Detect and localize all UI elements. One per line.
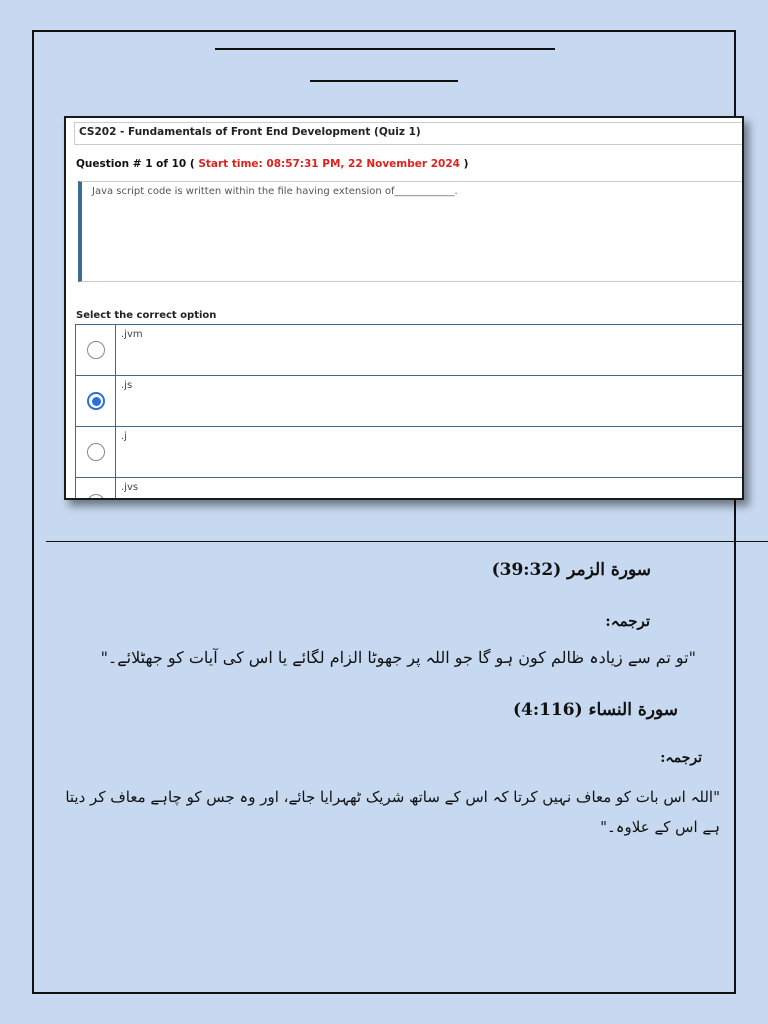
translation-label: ترجمہ: bbox=[660, 750, 702, 766]
option-row[interactable] bbox=[75, 478, 744, 500]
option-label: .jvm bbox=[121, 329, 143, 340]
option-label: .js bbox=[121, 380, 133, 391]
radio-button[interactable] bbox=[87, 443, 105, 461]
option-label: .jvs bbox=[121, 482, 139, 493]
surah-heading: سورة الزمر (39:32) bbox=[491, 560, 651, 580]
option-row[interactable] bbox=[75, 427, 744, 478]
start-time-close-paren: ) bbox=[463, 158, 469, 170]
select-option-label: Select the correct option bbox=[76, 310, 217, 321]
question-text: Java script code is written within the file having extension of____________. bbox=[78, 181, 744, 282]
question-number: Question # 1 of 10 bbox=[76, 158, 187, 170]
verse-translation: "تو تم سے زیادہ ظالم کون ہو گا جو اللہ پر جھوٹا الزام لگائے یا اس کی آیات کو جھٹلائے۔" bbox=[100, 648, 696, 667]
header-rule bbox=[215, 48, 555, 50]
section-divider bbox=[46, 541, 768, 542]
option-label: .j bbox=[121, 431, 127, 442]
start-time-open-paren: ( bbox=[189, 158, 195, 170]
translation-label: ترجمہ: bbox=[605, 612, 650, 630]
radio-button[interactable] bbox=[87, 341, 105, 359]
start-time: Start time: 08:57:31 PM, 22 November 2024 bbox=[198, 158, 460, 170]
options-table bbox=[75, 324, 744, 500]
surah-heading: سورة النساء (4:116) bbox=[512, 700, 678, 720]
option-row[interactable] bbox=[75, 325, 744, 376]
question-header bbox=[76, 158, 468, 170]
course-title: CS202 - Fundamentals of Front End Development (Quiz 1) bbox=[74, 122, 744, 145]
radio-button-selected[interactable] bbox=[87, 392, 105, 410]
option-row[interactable] bbox=[75, 376, 744, 427]
header-rule-short bbox=[310, 80, 458, 82]
radio-button[interactable] bbox=[87, 494, 105, 500]
quiz-screenshot bbox=[64, 116, 744, 500]
verse-translation: "اللہ اس بات کو معاف نہیں کرتا کہ اس کے ساتھ شریک ٹھہرایا جائے، اور وہ جس کو چاہے معاف کر دیتا ہے اس کے علاوہ۔" bbox=[65, 788, 720, 836]
